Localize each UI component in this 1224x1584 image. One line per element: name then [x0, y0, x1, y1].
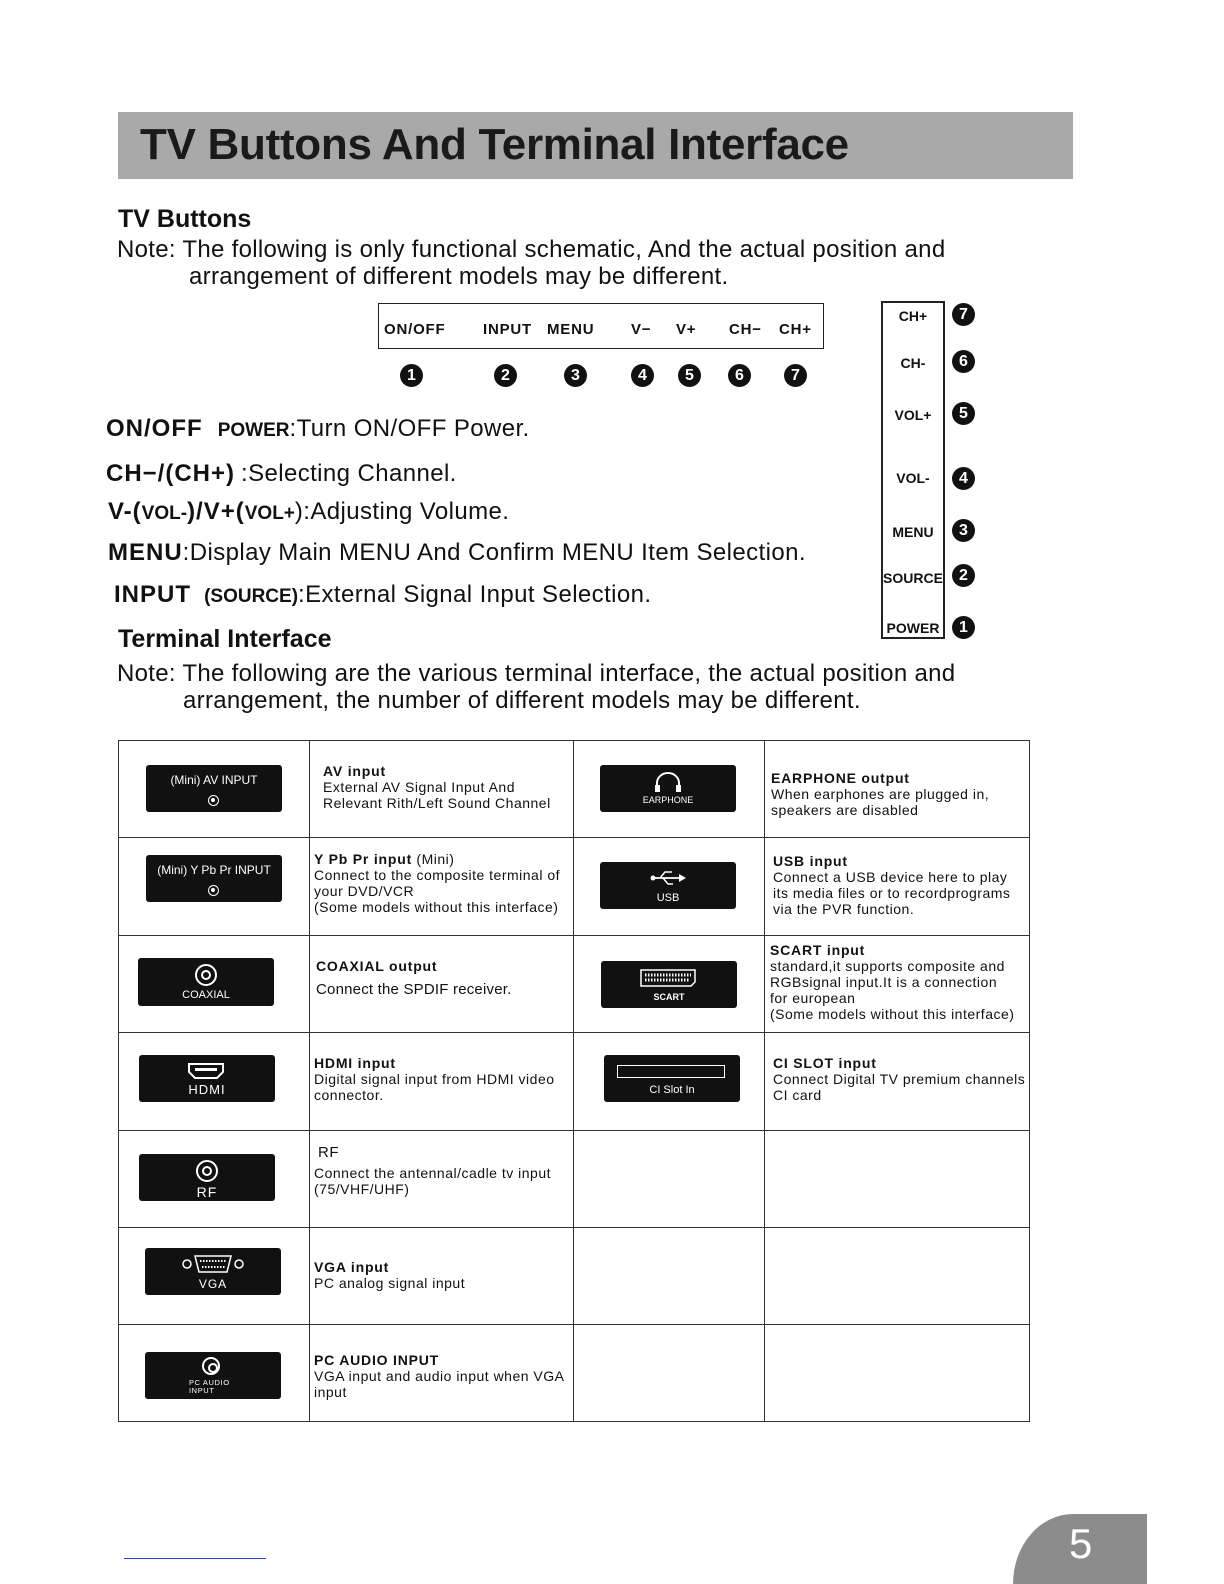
side-label-power: POWER [886, 620, 940, 636]
hdmi-icon [188, 1063, 224, 1079]
desc-alt: (SOURCE) [204, 586, 299, 607]
vga-port [145, 1248, 281, 1295]
terminal-desc-av [323, 763, 551, 811]
desc-text: :Selecting Channel. [241, 460, 457, 487]
side-label-volplus: VOL+ [894, 407, 932, 423]
audio-jack-icon [202, 1357, 220, 1375]
terminal-desc-scart [770, 942, 1014, 1022]
number-badge: 6 [952, 350, 975, 373]
bar-label-chplus: CH+ [779, 321, 812, 338]
terminal-title: COAXIAL output [316, 958, 438, 974]
terminal-line: connector. [314, 1087, 384, 1103]
terminal-line: Connect to the composite terminal of [314, 867, 561, 883]
terminal-line: standard,it supports composite and [770, 958, 1005, 974]
terminal-heading: Terminal Interface [118, 625, 332, 653]
desc-alt: POWER [217, 420, 290, 441]
page-number-tab [1013, 1514, 1147, 1584]
note-line: Note: The following are the various terminal interface, the actual position and [117, 660, 956, 687]
ci-slot-port [604, 1055, 740, 1102]
terminal-title: Y Pb Pr input [314, 851, 413, 867]
headphone-icon [653, 771, 683, 793]
port-label: USB [656, 892, 680, 904]
number-badge: 6 [728, 364, 751, 387]
table-divider [119, 1227, 1029, 1228]
terminal-title: VGA input [314, 1259, 390, 1275]
note-line: arrangement, the number of different models may be different. [183, 687, 861, 714]
terminal-desc-vga [314, 1259, 465, 1291]
rf-jack-icon [196, 1160, 218, 1182]
terminal-line: Connect the antennal/cadle tv input [314, 1165, 551, 1181]
terminal-line: speakers are disabled [771, 802, 919, 818]
port-label: RF [196, 1184, 218, 1200]
scart-connector-icon [640, 969, 696, 987]
port-label: (Mini) Y Pb Pr INPUT [157, 863, 271, 877]
terminal-title: AV input [323, 763, 386, 779]
terminal-line: CI card [773, 1087, 822, 1103]
number-badge: 5 [678, 364, 701, 387]
ypbpr-input-port [146, 855, 282, 902]
terminal-note [117, 660, 955, 714]
port-label: HDMI [188, 1082, 226, 1097]
port-label: (Mini) AV INPUT [170, 773, 258, 787]
side-label-chplus: CH+ [898, 308, 928, 324]
tv-buttons-heading: TV Buttons [118, 205, 252, 233]
number-badge: 2 [494, 364, 517, 387]
terminal-desc-coaxial [316, 957, 512, 999]
terminal-line: (75/VHF/UHF) [314, 1181, 410, 1197]
tv-buttons-note [117, 236, 945, 290]
jack-icon [208, 795, 219, 806]
terminal-line: Connect a USB device here to play [773, 869, 1008, 885]
table-divider [119, 837, 1029, 838]
bar-label-input: INPUT [483, 321, 532, 338]
rf-port [139, 1154, 275, 1201]
coaxial-port [138, 958, 274, 1006]
page-number: 5 [1069, 1520, 1093, 1567]
desc-text: :Turn ON/OFF Power. [289, 415, 530, 442]
desc-key: CH−/(CH+) [106, 460, 236, 487]
terminal-line: Connect Digital TV premium channels [773, 1071, 1026, 1087]
table-divider [119, 1130, 1029, 1131]
number-badge: 2 [952, 564, 975, 587]
terminal-title: EARPHONE output [771, 770, 910, 786]
terminal-line: RGBsignal input.It is a connection [770, 974, 998, 990]
slot-icon [617, 1065, 725, 1078]
desc-key: V-( [108, 498, 142, 525]
bar-label-vminus: V− [631, 321, 652, 338]
terminal-line: Relevant Rith/Left Sound Channel [323, 795, 551, 811]
terminal-title: RF [318, 1144, 339, 1161]
desc-input [114, 581, 651, 609]
bar-label-vplus: V+ [676, 321, 697, 338]
port-label: VGA [198, 1277, 228, 1291]
number-badge: 3 [952, 519, 975, 542]
footer-rule [124, 1558, 266, 1559]
side-label-chminus: CH- [900, 355, 926, 371]
number-badge: 5 [952, 402, 975, 425]
bar-label-onoff: ON/OFF [384, 321, 446, 338]
number-badge: 7 [952, 303, 975, 326]
terminal-line: for european [770, 990, 856, 1006]
side-label-volminus: VOL- [896, 470, 930, 486]
number-badge: 1 [952, 616, 975, 639]
terminal-line: When earphones are plugged in, [771, 786, 990, 802]
terminal-desc-ci-slot [773, 1055, 1025, 1103]
bar-label-chminus: CH− [729, 321, 762, 338]
number-badge: 7 [784, 364, 807, 387]
terminal-line: its media files or to recordprograms [773, 885, 1011, 901]
earphone-port [600, 765, 736, 812]
table-divider [764, 741, 765, 1421]
table-divider [119, 1324, 1029, 1325]
side-label-menu: MENU [892, 524, 934, 540]
terminal-line: input [314, 1384, 347, 1400]
terminal-line: External AV Signal Input And [323, 779, 515, 795]
desc-channel [106, 460, 457, 488]
terminal-line: your DVD/VCR [314, 883, 415, 899]
number-badge: 4 [952, 467, 975, 490]
desc-text: :Display Main MENU And Confirm MENU Item Selection. [182, 539, 806, 566]
terminal-desc-rf [314, 1145, 551, 1197]
av-input-port [146, 765, 282, 812]
terminal-line: PC analog signal input [314, 1275, 466, 1291]
terminal-desc-pc-audio [314, 1352, 565, 1400]
number-badge: 1 [400, 364, 423, 387]
button-bar-diagram [378, 303, 824, 349]
jack-icon [208, 885, 219, 896]
terminal-line: VGA input and audio input when VGA [314, 1368, 565, 1384]
desc-alt: VOL+ [244, 503, 295, 524]
port-label: EARPHONE [642, 795, 694, 805]
title-banner [118, 112, 1073, 179]
port-label: COAXIAL [182, 989, 230, 1001]
page-title: TV Buttons And Terminal Interface [140, 120, 849, 169]
desc-text: ):Adjusting Volume. [294, 498, 510, 525]
desc-menu [108, 539, 806, 567]
vga-connector-icon [181, 1254, 245, 1276]
pc-audio-port [145, 1352, 281, 1399]
desc-key: )/V+( [187, 498, 245, 525]
desc-key: INPUT [114, 581, 191, 608]
terminal-table [118, 740, 1030, 1422]
terminal-desc-earphone [771, 770, 989, 818]
number-badge: 3 [564, 364, 587, 387]
table-divider [573, 741, 574, 1421]
desc-text: :External Signal Input Selection. [298, 581, 652, 608]
desc-volume [108, 498, 509, 526]
port-label: PC AUDIO INPUT [189, 1378, 230, 1395]
terminal-line: Digital signal input from HDMI video [314, 1071, 555, 1087]
table-divider [309, 741, 310, 1421]
table-divider [119, 935, 1029, 936]
terminal-desc-usb [773, 853, 1010, 917]
terminal-line: via the PVR function. [773, 901, 915, 917]
note-line: arrangement of different models may be different. [189, 263, 729, 290]
number-badge: 4 [631, 364, 654, 387]
usb-icon [650, 870, 686, 886]
desc-alt: VOL- [141, 503, 188, 524]
desc-key: ON/OFF [106, 415, 203, 442]
desc-onoff [106, 415, 530, 443]
terminal-title: PC AUDIO INPUT [314, 1352, 440, 1368]
coaxial-jack-icon [195, 964, 217, 986]
table-divider [119, 1032, 1029, 1033]
terminal-title: CI SLOT input [773, 1055, 877, 1071]
terminal-line: (Some models without this interface) [770, 1006, 1015, 1022]
side-label-source: SOURCE [883, 570, 943, 586]
terminal-line: Connect the SPDIF receiver. [316, 981, 512, 998]
side-panel-diagram [881, 301, 945, 639]
usb-port [600, 862, 736, 909]
terminal-title: SCART input [770, 942, 866, 958]
terminal-title: HDMI input [314, 1055, 396, 1071]
bar-label-menu: MENU [547, 321, 595, 338]
scart-port [601, 961, 737, 1008]
terminal-desc-hdmi [314, 1055, 555, 1103]
terminal-title-suffix: (Mini) [412, 851, 455, 867]
desc-key: MENU [108, 539, 183, 566]
note-line: Note: The following is only functional schematic, And the actual position and [117, 236, 946, 263]
port-label: SCART [653, 992, 685, 1002]
hdmi-port [139, 1055, 275, 1102]
port-label: CI Slot In [649, 1084, 695, 1096]
terminal-title: USB input [773, 853, 848, 869]
terminal-desc-ypbpr [314, 851, 560, 915]
terminal-line: (Some models without this interface) [314, 899, 559, 915]
